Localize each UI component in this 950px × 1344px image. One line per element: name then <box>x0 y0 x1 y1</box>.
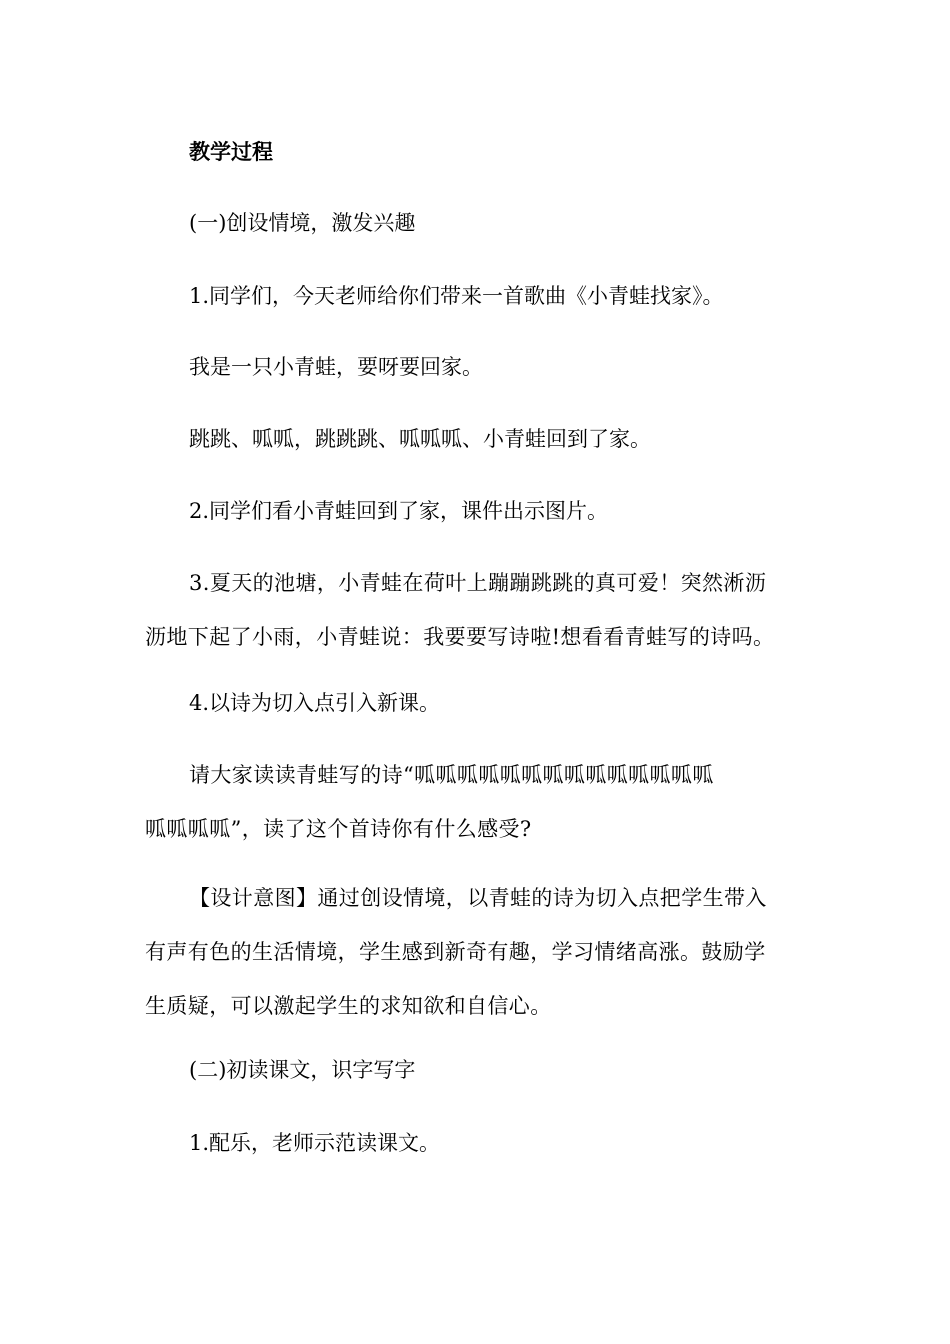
paragraph-song-line-2: 跳跳、呱呱，跳跳跳、呱呱呱、小青蛙回到了家。 <box>189 427 651 451</box>
paragraph-line: 有声有色的生活情境，学生感到新奇有趣，学习情绪高涨。鼓励学 <box>145 940 766 964</box>
paragraph-show-picture: 2.同学们看小青蛙回到了家，课件出示图片。 <box>189 499 609 523</box>
paragraph-model-reading: 1.配乐，老师示范读课文。 <box>189 1131 441 1155</box>
paragraph-line: 请大家读读青蛙写的诗“呱呱呱呱呱呱呱呱呱呱呱呱呱呱 <box>189 763 714 787</box>
paragraph-line: 【设计意图】通过创设情境，以青蛙的诗为切入点把学生带入 <box>189 886 767 910</box>
paragraph-line: 呱呱呱呱”，读了这个首诗你有什么感受? <box>145 817 532 841</box>
paragraph-frog-poem <box>145 748 795 856</box>
section-heading: 教学过程 <box>189 140 273 164</box>
paragraph-song-line-1: 我是一只小青蛙，要呀要回家。 <box>189 355 483 379</box>
section-1-title: (一)创设情境，激发兴趣 <box>189 211 416 235</box>
section-2-title: (二)初读课文，识字写字 <box>189 1058 416 1082</box>
paragraph-new-lesson: 4.以诗为切入点引入新课。 <box>189 691 441 715</box>
paragraph-design-intent <box>145 871 795 1033</box>
paragraph-line: 生质疑，可以激起学生的求知欲和自信心。 <box>145 994 552 1018</box>
paragraph-line: 3.夏天的池塘，小青蛙在荷叶上蹦蹦跳跳的真可爱！突然淅沥 <box>189 571 767 595</box>
paragraph-line: 沥地下起了小雨，小青蛙说：我要要写诗啦!想看看青蛙写的诗吗。 <box>145 625 775 649</box>
paragraph-song-intro: 1.同学们，今天老师给你们带来一首歌曲《小青蛙找家》。 <box>189 284 724 308</box>
paragraph-summer-pond <box>145 556 795 664</box>
